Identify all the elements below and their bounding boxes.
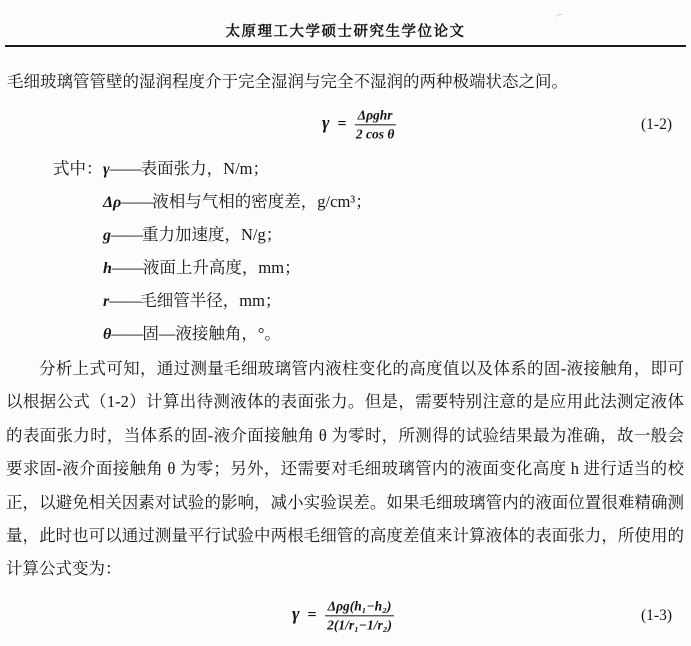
symbol-row-delta-rho [7, 185, 684, 218]
equation-number-1-3: (1-3) [641, 607, 672, 624]
fraction-denominator: 2(1/r₁−1/r₂) [327, 617, 392, 633]
dash-connector: —— [121, 192, 153, 211]
header-divider-rule [5, 45, 686, 47]
symbol-description: 重力加速度，N/g； [142, 225, 283, 244]
equation-gamma-symbol: γ [322, 112, 330, 133]
symbol-description: 液相与气相的密度差，g/cm³； [152, 192, 372, 211]
equation-1-2-expression [322, 107, 396, 142]
symbol-description: 毛细管半径，mm； [140, 291, 282, 310]
symbol-description: 表面张力，N/m； [140, 159, 269, 178]
symbol-description: 液面上升高度，mm； [142, 258, 301, 277]
symbol-row-r [7, 284, 684, 317]
symbol-g: g [103, 227, 111, 244]
fraction-numerator: Δρghr [355, 107, 396, 125]
equation-number-1-2: (1-2) [641, 116, 672, 133]
equals-sign: = [337, 115, 347, 133]
symbol-gamma: γ [103, 161, 110, 178]
equals-sign: = [307, 606, 317, 624]
fraction [325, 598, 395, 633]
equation-1-3 [0, 593, 691, 639]
symbol-r: r [103, 293, 110, 310]
fraction [355, 107, 396, 142]
symbol-row-gamma [7, 152, 684, 185]
dash-connector: —— [109, 291, 141, 310]
equation-1-2 [0, 102, 691, 148]
analysis-paragraph: 分析上式可知，通过测量毛细玻璃管内液柱变化的高度值以及体系的固-液接触角，即可以根据公式（1-2）计算出待测液体的表面张力。但是，需要特别注意的是应用此法测定液体的表面张力时，当体系的固-液介面接触角 θ 为零时，所测得的试验结果最为准确，故一般会要求固-液介面接触角 θ 为零；另外，还需要对毛细玻璃管内的液面变化高度 h 进行适当的校正，以避免相关因素对试验的影响，减小实验误差。如果毛细玻璃管内的液面位置很难精确测量，此时也可以通过测量平行试验中两根毛细管的高度差值来计算液体的表面张力，所使用的计算公式变为： [6, 359, 684, 579]
fraction-denominator: 2 cos θ [355, 126, 395, 142]
equation-gamma-symbol: γ [292, 603, 300, 624]
fraction-numerator: Δρg(h₁−h₂) [325, 598, 395, 616]
dash-connector: —— [111, 324, 143, 343]
symbol-description: 固—液接触角，°。 [142, 324, 281, 343]
symbol-delta-rho: Δρ [103, 194, 122, 211]
page-header-title: 太原理工大学硕士研究生学位论文 [225, 24, 466, 40]
intro-paragraph: 毛细玻璃管管壁的湿润程度介于完全湿润与完全不湿润的两种极端状态之间。 [7, 72, 568, 91]
dash-connector: —— [111, 225, 142, 244]
symbol-definition-list [7, 152, 684, 350]
symbol-row-h [7, 251, 684, 284]
symbol-row-theta [7, 317, 684, 350]
symbol-theta: θ [103, 326, 112, 343]
equation-1-3-expression [292, 598, 394, 633]
symbol-list-intro-label: 式中： [53, 159, 103, 178]
dash-connector: —— [111, 258, 143, 277]
symbol-row-g [7, 218, 684, 251]
dash-connector: —— [109, 159, 141, 178]
symbol-h: h [103, 260, 112, 277]
